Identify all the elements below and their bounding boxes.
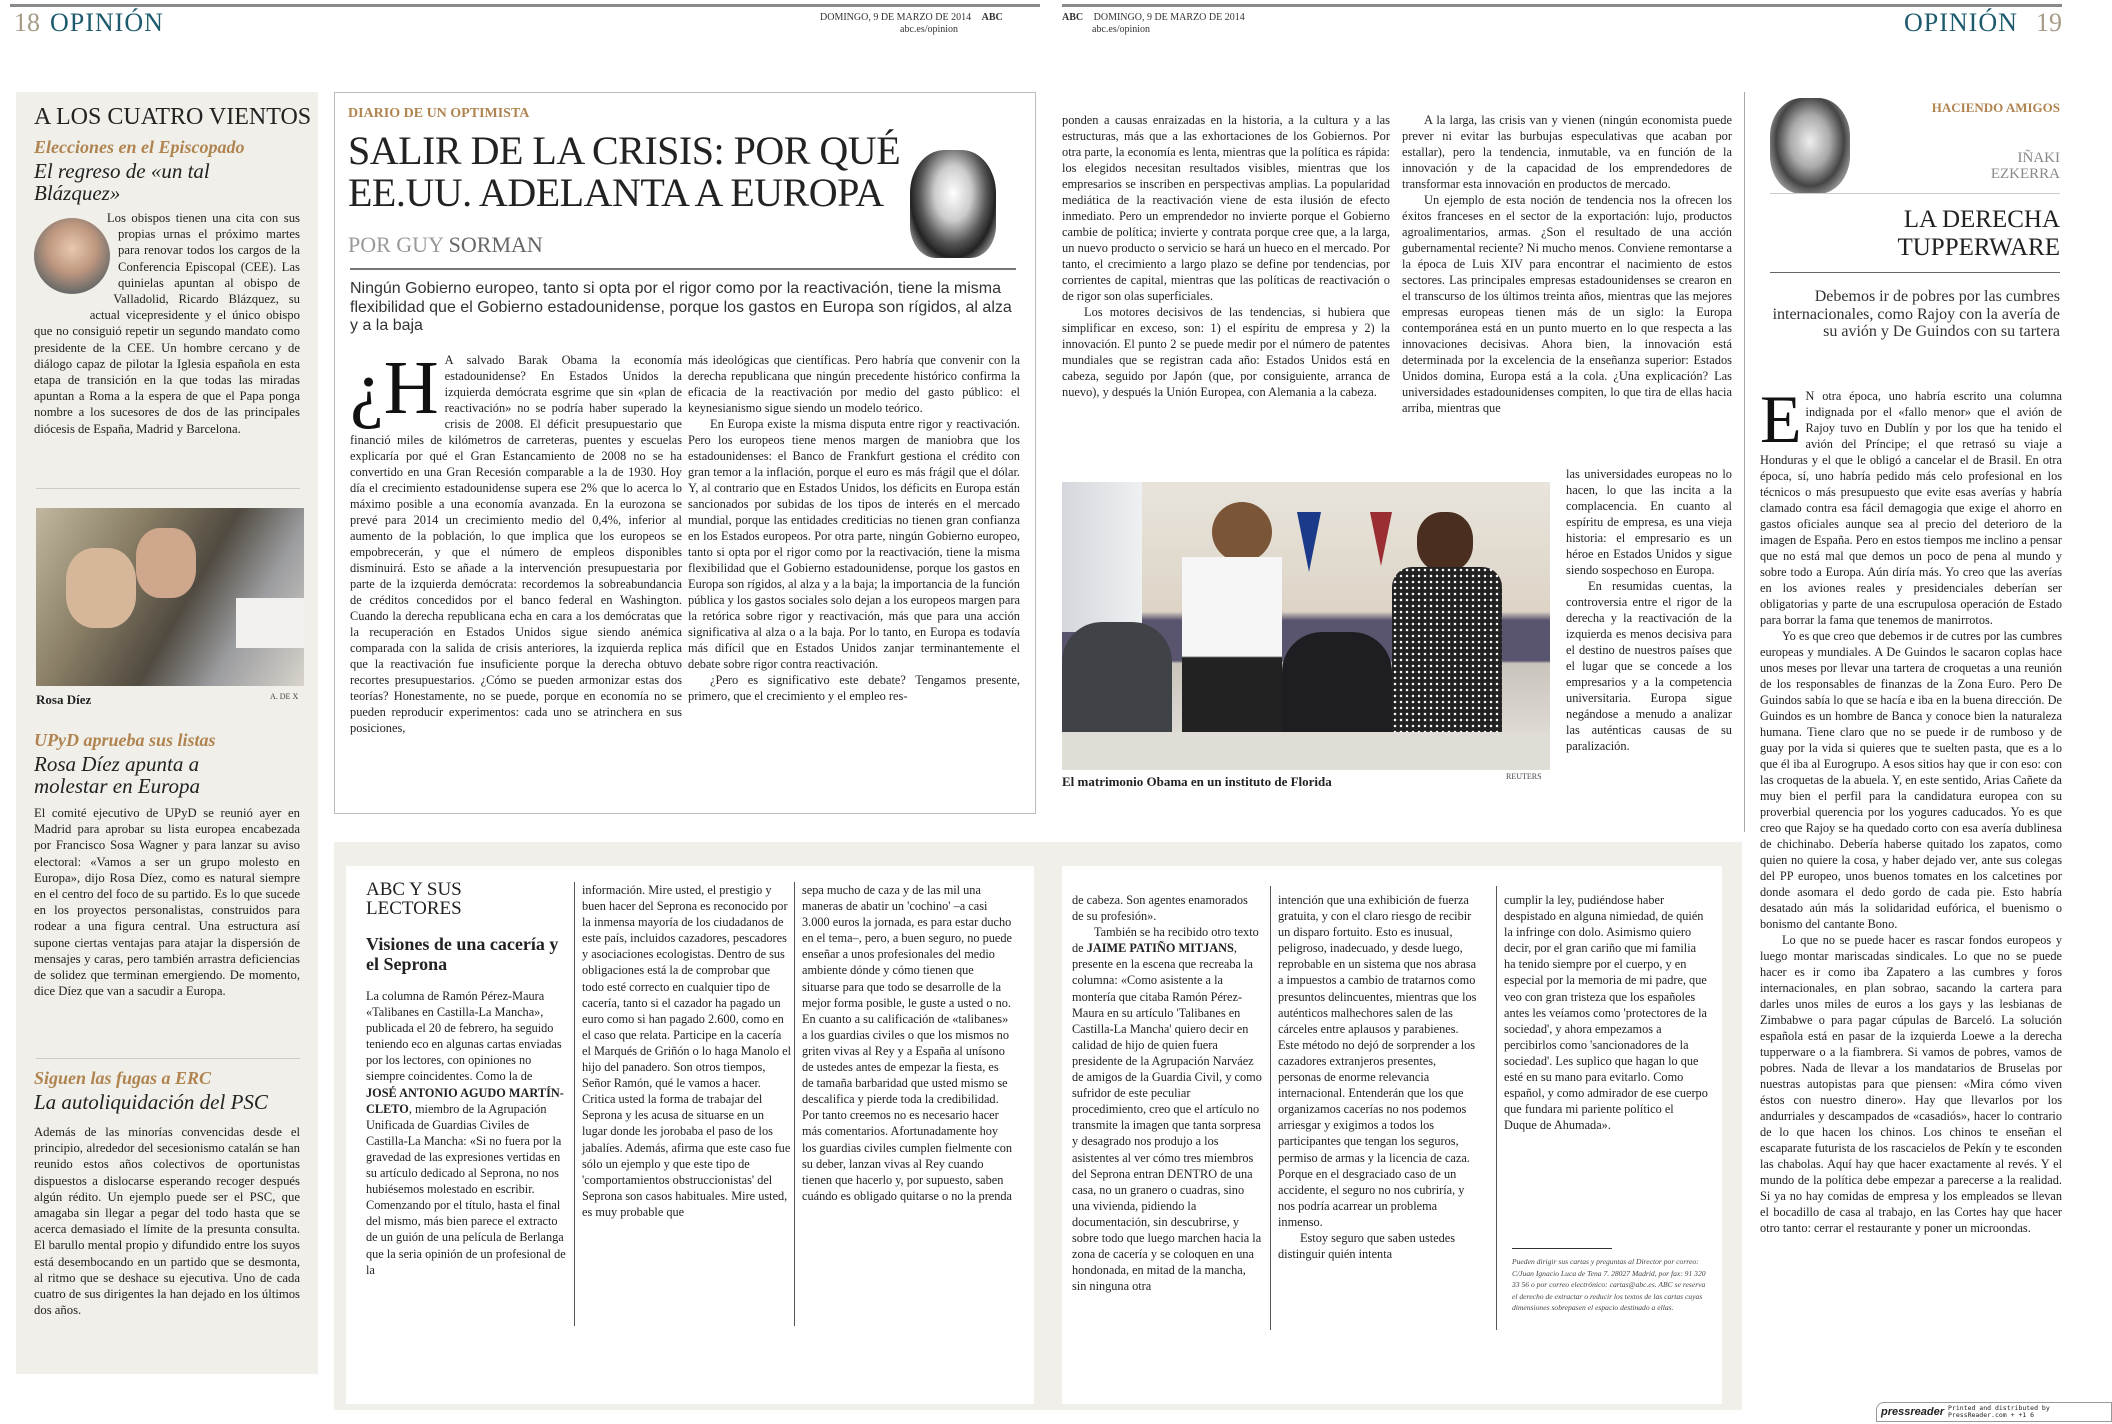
drop-cap: E	[1760, 381, 1802, 457]
ezkerra-body	[1760, 381, 2062, 1236]
drop-cap: ¿H	[350, 346, 439, 430]
lectores-col6: cumplir la ley, pudiéndose haber despistado en alguna nimiedad, de quién la infringe con dolo. Asimismo quiero decir, por el gran cariño que mi familia ha tenido siempre por el cuerpo, y en especial por la memoria de mi padre, que veo con gran tristeza que los españoles antes les veíamos como 'protectores de la sociedad', y ahora empezamos a percibirlos como 'sancionadores de la sociedad'. Les suplico que hagan lo que esté en su mano para evitarlo. Como español, y como admirador de ese cuerpo que fundara mi pariente político el Duque de Ahumada».	[1504, 893, 1708, 1133]
headline-sorman: SALIR DE LA CRISIS: POR QUÉ EE.UU. ADELANTA A EUROPA	[348, 128, 901, 215]
paragraph: ponden a causas enraizadas en la historia, a la cultura y a las estructuras, más que a las exhortaciones de los Gobiernos. Por otra parte, la economía es lenta, mientras que la política es rápida: los elegidos necesitan resultados visibles, mientras que los empresarios se inscriben en perspectivas amplias. La popularidad mediática de la reactivación viene de esta ilusión de efecto inmediato. Pero un emprendedor no invierte porque el Gobierno cambie de política; invierte y contrata porque cree que, a la larga, un nuevo producto o servicio se hará un hueco en el mercado. Por tanto, el crecimiento a largo plazo se define por tendencias, por corrientes de capital, mientras que las políticas de reactivación o de rigor son olas superficiales.	[1062, 113, 1390, 303]
lectores-col4	[1072, 892, 1262, 1294]
divider	[1770, 193, 2060, 194]
headline-rosa-diez: Rosa Díez apunta a molestar en Europa	[34, 752, 201, 798]
byline-name: SORMAN	[448, 232, 543, 257]
paragraph: N otra época, uno habría escrito una columna indignada por el «fallo menor» que el avión de Rajoy tuvo en Dublín y por los que ha tenido el avión del Príncipe; el que retrasó su viaje a Honduras y el que le obligó a cancelar el de Brasil. En otra época, sí, uno habría pedido más celo profesional en los técnicos o más presupuesto que evite esas averías y habría clamado contra esa fácil demagogia que exige el ahorro en gastos oficiales aunque sea al precio del deterioro de la imagen de España. Pero en estos tiempos me inclino a pensar que no está mal que demos un poco de pena al mundo y sobre todo a Europa. Aún diría más. Yo creo que las averías en los aviones reales y presidenciales deberían ser obligatorias y parte de una escrupulosa operación de Estado para borrar la fama que tenemos de manirrotos.	[1760, 389, 2062, 627]
subhead-ezkerra: Debemos ir de pobres por las cumbres internacionales, como Rajoy con la avería de su avión y De Guindos con su tartera	[1772, 288, 2060, 340]
kicker-upyd: UPyD aprueba sus listas	[34, 730, 216, 750]
sorman-col4-bottom	[1566, 466, 1732, 754]
sorman-col4	[1402, 112, 1732, 416]
kicker-episcopado: Elecciones en el Episcopado	[34, 137, 245, 157]
paragraph: En resumidas cuentas, la controversia entre el rigor de la derecha y la reactivación de la izquierda es menos decisiva para el destino de nuestros países que el lugar que se concede a los empresarios y a la competencia universitaria. Europa sigue negándose a menudo a analizar las auténticas causas de su paralización.	[1566, 579, 1732, 753]
photo-paper	[236, 598, 304, 648]
url-left[interactable]: abc.es/opinion	[900, 24, 959, 35]
byline-prefix: POR GUY	[348, 232, 444, 257]
lectores-text: , miembro de la Agrupación Unificada de Guardias Civiles de Castilla-La Mancha: «Si no fuera por la gravedad de las expresiones vertidas en su artículo dedicado al Seprona, no nos hubiésemos molestado en escribir. Comenzando por el título, hasta el final del mismo, más bien parece el extracto de un guión de una película de Berlanga que la seria opinión de un profesional de la	[366, 1101, 566, 1277]
body-blazquez	[34, 210, 300, 437]
sorman-portrait	[910, 150, 996, 258]
lectores-col3: sepa mucho de caza y de las mil una maneras de abatir un 'cochino' –a casi 3.000 euros la jornada, es para estar ducho en el tema–, pero, a buen seguro, no puede enseñar a unos profesionales del medio ambiente dónde y cómo tienen que situarse para que todo se desarrolle de la mejor forma posible, le guste a usted o no. En cuanto a su calificación de «talibanes» a los guardias civiles o que los mismos no griten vivas al Rey y a España al unísono de ustedes antes de empezar la fiesta, es de tamaña barbaridad que usted mismo se descalifica y pierde toda la credibilidad. Por tanto creemos no es necesario hacer más comentarios. Afortunadamente hoy los guardias civiles cumplen fielmente con su deber, lanzan vivas al Rey cuando tienen que hacerlo y, por supuesto, saben cuándo es obligado quitarse o no la prenda	[802, 883, 1013, 1203]
pressreader-badge[interactable]	[1876, 1402, 2112, 1422]
paragraph: En Europa existe la misma disputa entre rigor y reactivación. Pero los europeos tiene menos margen de maniobra que los estadounidenses: el Banco de Frankfurt gestiona el crédito con gran temor a la inflación, porque el euro es más frágil que el dólar. Y, al contrario que en Estados Unidos, los déficits en Europa están sancionados por subidas de los tipos de interés en el mercado mundial, porque las entidades crediticias no tienen gran confianza en los Estados europeos. Por otra parte, ningún Gobierno europeo, tanto si opta por el rigor como por la reactivación, tiene la misma flexibilidad que el Gobierno estadounidense, porque los gastos en Europa son rígidos, al alza y a la baja; la importancia de la función pública y los gastos sociales solo dejan a los europeos margen para la retórica sobre rigor y reactivación, más que para una acción significativa al alza o a la baja. Por lo tanto, en Europa es todavía más difícil que en Estados Unidos zanjar terminantemente el debate sobre rigor contra reactivación.	[688, 417, 1020, 671]
body-upyd: El comité ejecutivo de UPyD se reunió ayer en Madrid para aprobar su lista europea encabezada por Francisco Sosa Wagner y para lanzar su aviso electoral: «Vamos a ser un grupo molesto en Europa», dijo Rosa Díez, como es natural siempre en el centro del foco de su partido. Es lo que sucede en los proyectos personalistas, construidos para rodear a una figura central. Una estructura así supone ciertas ventajas para atajar la dispersión de mensajes y caras, pero también arrastra deficiencias de solidez que terminan emergiendo. De momento, dice Díez que van a sacudir a Europa.	[34, 806, 300, 999]
column-divider	[794, 882, 795, 1326]
sorman-col1-text: A salvado Barak Obama la economía estadounidense? En Estados Unidos la izquierda demócrata esgrime que sin «plan de reactivación» no se podría haber superado la crisis de 2008. El déficit presupuestario que financió miles de kilómetros de carreteras, puentes y escuelas explicaría por qué el Gran Estancamiento de 2008 no se ha convertido en una Gran Recesión comparable a la de 1930. Hoy día el crecimiento estadounidense supera ese 2% que lo acerca lo máximo posible a una economía avanzada. En la eurozona se prevé para 2014 un crecimiento medio del 0,4%, inferior al aumento de la población, lo que implica que los europeos se empobrecerán, y que el número de empleos disponibles disminuirá. Esto se añade a la intervención presupuestaria por parte de la izquierda demócrata: recordemos la sobreabundancia de créditos concedidos por el banco federal en Washington. Cuando la derecha republicana echa en cara a los demócratas que la recuperación en Estados Unidos sigue siendo anémica comparada con la salida de crisis anteriores, la izquierda replica que la reactivación fue insuficiente porque la derecha obtuvo recortes presupuestarios. ¿Cómo se pueden armonizar estas dos teorías? Honestamente, no se puede, porque en economía no se pueden reproducir experimentos: cada uno se atrinchera en sus posiciones,	[350, 353, 682, 735]
date-text: DOMINGO, 9 DE MARZO DE 2014	[820, 12, 972, 23]
page-number-right: 19	[2036, 8, 2062, 37]
brand: ABC	[981, 12, 1003, 23]
divider	[36, 1058, 300, 1059]
obama-photo	[1062, 482, 1550, 770]
headline-ezkerra: LA DERECHA TUPPERWARE	[1897, 206, 2060, 261]
pressreader-text: Printed and distributed by PressReader.com + +1 6	[1948, 1404, 2050, 1419]
photo-head	[1417, 512, 1473, 572]
rosa-diez-photo	[36, 508, 304, 686]
date-text: DOMINGO, 9 DE MARZO DE 2014	[1093, 12, 1245, 23]
lectores-col2: información. Mire usted, el prestigio y buen hacer del Seprona es reconocido por la inmensa mayoría de los ciudadanos de este país, incluidos cazadores, pescadores y asociaciones ecologistas. Dentro de sus obligaciones está la de comprobar que todo esté correcto en cualquier tipo de cacería, tanto si el cazador ha pagado un euro como si han pagado 2.600, como en el caso que relata. Participe en la cacería el Marqués de Griñón o lo haga Manolo el hijo del panadero. Son otros tiempos, Señor Ramón, qué le vamos a hacer. Critica usted la forma de trabajar del Seprona y les acusa de situarse en un lugar donde les jorobaba el paso de los jabalíes. Además, afirma que este caso fue sólo un ejemplo y que este tipo de 'comportamientos obstruccionistas' del Seprona son casos habituales. Mire usted, es muy probable que	[582, 883, 791, 1219]
portrait-wrap	[34, 210, 118, 314]
photo-figure-michelle	[1392, 567, 1502, 747]
paragraph: intención que una exhibición de fuerza gratuita, y con el claro riesgo de recibir un disparo fortuito. Esto es inusual, peligroso, inadecuado, y desde luego, reprobable en un sistema que nos abrasa a impuestos a cambio de tratarnos como presuntos delincuentes, mientras que los auténticos malhechores salen de las cárceles entre aplausos y parabienes. Este método no dejó de sorprender a los cazadores extranjeros presentes, personas de enorme relevancia internacional. Entenderán que los que organizamos cacerías no nos podemos arriesgar y exigimos a todos los participantes que tengan los seguros, permiso de armas y la licencia de caza. Porque en el desgraciado caso de un accidente, el seguro no nos cubriría, y nos podría acarrear un problema inmenso.	[1278, 893, 1477, 1229]
lectores-headline: Visiones de una cacería y el Seprona	[366, 934, 559, 974]
subhead-sorman: Ningún Gobierno europeo, tanto si opta por el rigor como por la reactivación, tiene la misma flexibilidad que el Gobierno estadounidense, porque los gastos en Europa son rígidos, al alza y a la baja	[350, 280, 1012, 334]
letter-author-patino: JAIME PATIÑO MITJANS	[1086, 941, 1234, 956]
photo-caption-obama: El matrimonio Obama en un instituto de Florida	[1062, 774, 1332, 789]
sidebar-title: A LOS CUATRO VIENTOS	[34, 104, 312, 130]
paragraph: más ideológicas que científicas. Pero habría que convenir con la derecha republicana que ningún precedente histórico confirma la eficacia de la reactivación por medio del gasto público: el keynesianismo sigue siendo un modelo teórico.	[688, 353, 1020, 415]
sorman-col1	[350, 346, 682, 736]
pressreader-logo: pressreader	[1881, 1406, 1944, 1418]
lectores-section-title: ABC Y SUS LECTORES	[366, 879, 462, 919]
column-name-ezkerra: HACIENDO AMIGOS	[1931, 100, 2060, 115]
column-divider	[574, 882, 575, 1326]
photo-caption-rosa: Rosa Díez	[36, 692, 92, 707]
footnote-rule	[1512, 1248, 1612, 1249]
section-title-left: OPINIÓN	[50, 8, 164, 37]
paragraph: Lo que no se puede hacer es rascar fondos europeos y luego montar mariscadas sindicales. Lo que no se puede hacer es ir como iba Zapatero a las cumbres y foros internacionales, en plan sobrao, sacando la cartera para darles unos miles de euros a los gays y las lesbianas de Zimbabwe o para pagar cúpulas de Barceló. La solución española está en pasar de la izquierda Loewe a la derecha tupperware o a la fiambrera. Si vamos de pobres, vamos de pobres. Nada de llevar a los mandatarios de Bruselas por nuestras autopistas para que piensen: «Mira cómo viven éstos con nuestro dinero». Hay que llevarlos por los andurriales y descampados de «casadiós», hacer lo contrario de lo que hacen los chinos. Los chinos te enseñan el escaparate futurista de los rascacielos de Pekín y te esconden las chabolas. Aquí hay que hacer exactamente al revés. Y el mundo de la política debe empezar a parecerse a la realidad. Si ya no hay comidas de empresa y los empleados se llevan el bocadillo de casa al trabajo, en las Cortes hay que hacer otro tanto: cerrar el restaurante y poner un microondas.	[1760, 933, 2062, 1235]
column-divider	[1270, 886, 1271, 1330]
photo-window	[1062, 482, 1142, 632]
brand: ABC	[1062, 12, 1084, 23]
column-divider	[1496, 886, 1497, 1330]
photo-credit-obama: REUTERS	[1506, 772, 1542, 781]
author-first: IÑAKI	[2017, 150, 2060, 166]
author-ezkerra	[1900, 150, 2060, 182]
date-right	[1062, 12, 1245, 24]
letters-footnote: Pueden dirigir sus cartas y preguntas al Director por correo: C/Juan Ignacio Luca de Tena 7. 28027 Madrid, por fax: 91 320 33 56 o por correo electrónico: cartas@abc.es. ABC se reserva el derecho de extractar o reducir los textos de las cartas cuyas dimensiones sobrepasen el espacio destinado a ellas.	[1512, 1257, 1706, 1313]
paragraph: las universidades europeas no lo hacen, lo que las incita a la complacencia. En cuanto al espíritu de empresa, es una vieja historia: el empresario es un héroe en Estados Unidos y sigue siendo sospechoso en Europa.	[1566, 467, 1732, 577]
author-last: EZKERRA	[1990, 166, 2060, 182]
paragraph: Estoy seguro que saben ustedes distinguir quién intenta	[1278, 1230, 1456, 1262]
page-number-left: 18	[14, 8, 40, 37]
header-rule-left	[10, 4, 1040, 7]
headline-psc: La autoliquidación del PSC	[34, 1090, 268, 1114]
headline-blazquez: El regreso de «un tal Blázquez»	[34, 159, 210, 205]
photo-figure	[66, 548, 136, 628]
lectores-col1	[366, 988, 566, 1278]
photo-figure	[136, 528, 196, 598]
sorman-col2	[688, 352, 1020, 704]
section-title-right: OPINIÓN	[1904, 8, 2018, 37]
lectores-text: La columna de Ramón Pérez-Maura «Talibanes en Castilla-La Mancha», publicada el 20 de febrero, ha seguido teniendo eco en algunas cartas enviadas por los lectores, con opiniones no siempre coincidentes. Como la de	[366, 989, 562, 1084]
column-divider	[1744, 92, 1745, 832]
paragraph: de cabeza. Son agentes enamorados de su profesión».	[1072, 893, 1248, 924]
date-left	[820, 12, 1003, 24]
byline-sorman	[348, 232, 543, 258]
photo-credit-rosa: A. DE X	[270, 692, 299, 701]
body-psc: Además de las minorías convencidas desde el principio, alrededor del secesionismo catalán se han reunido estos años colectivos de oportunistas dispuestos a dislocarse esperando recoger después algún rédito. Un ejemplo puede ser el PSC, que amagaba sin llegar a pegar del todo hasta que se acerca demasiado el límite de la presunta consulta. El barullo mental propio y difundido entre los suyos está desembocando en un partido que se desmonta, al ritmo que se deshace su ejecutiva. Uno de cada cuatro de sus dirigentes la han dejado en los últimos dos años.	[34, 1125, 300, 1318]
paragraph: Los motores decisivos de las tendencias, si hubiera que simplificar en exceso, son: 1) el espíritu de empresa y 2) la innovación. El punto 2 se puede medir por el número de patentes mundiales que se registran cada año: Estados Unidos está en cabeza, seguido por Japón (que, por consiguiente, arranca de nuevo), y después la Unión Europea, con Alemania a la cabeza.	[1062, 305, 1390, 399]
headline-rule	[350, 268, 1016, 270]
divider	[36, 488, 300, 489]
paragraph: A la larga, las crisis van y vienen (ningún economista puede prever ni evitar las burbujas especulativas que acaban por estallar), pero la tendencia, inmutable, va en función de la innovación y de la capacidad de los emprendedores de transformar esta innovación en productos de mercado.	[1402, 113, 1732, 191]
photo-figure-student	[1282, 632, 1392, 742]
paragraph: También se ha recibido otro texto de JAIME PATIÑO MITJANS, presente en la escena que recreaba la columna: «Como asistente a la montería que citaba Ramón Pérez-Maura en su artículo 'Talibanes en Castilla-La Mancha' quiero decir en calidad de hijo de quien fuera presidente de la Agrupación Narváez de amigos de la Guardia Civil, y como sufridor de este peculiar procedimiento, creo que el artículo no transmite la imagen que tanta sorpresa y desagrado nos produjo a los asistentes al ver cómo tres miembros del Seprona entran DENTRO de una casa, no un granero o cuadras, sino una vivienda, pidiendo la documentación, sin descubrirse, y sobre todo que luego marchen hacia la zona de cacería y se coloquen en una hondonada, en mitad de la mancha, sin ninguna otra	[1072, 925, 1262, 1294]
lectores-col5	[1278, 892, 1478, 1262]
kicker-erc: Siguen las fugas a ERC	[34, 1068, 212, 1088]
photo-figure-obama	[1182, 557, 1282, 737]
sorman-col3	[1062, 112, 1390, 400]
header-rule-right	[1062, 4, 2062, 7]
paragraph: Yo es que creo que debemos ir de cutres por las cumbres europeas y mundiales. A De Guindos le sacaron coplas hace unos meses por llevar una tartera de croquetas a una reunión de los responsables de finanzas de la Zona Euro. Pero De Guindos sabía lo que se hacía e iba en la buena dirección. De Guindos es un hombre de Banca y conoce bien la naturaleza humana. Tiene claro que no se puede ir de rumboso y de guay por la vida si quieres que te suelten pasta, que es a lo que él iba al Eurogrupo. A esos sitios hay que ir con eso: con las croquetas de la abuela. Y, en este sentido, Arias Cañete da muy bien el perfil para la candidatura europea con su proverbial querencia por los yogures caducados. Yo es que creo que Rajoy se ha quedado corto con esa avería dublinesa de chichinabo. Debería haberse quitado los zapatos, como quien no quiere la cosa, y haber dejado ver, ante sus colegas del PP europeo, unos buenos tomates en los calcetines por donde asomara el dedo gordo de cada pie. Esto habría desatado aún más la solidaridad eufórica, el buenismo o bonismo del cantante Bono.	[1760, 629, 2062, 931]
photo-pennant	[1297, 512, 1321, 572]
headline-rule	[1770, 272, 2060, 273]
body-blazquez-text: Los obispos tienen una cita con sus propias urnas el próximo martes para renovar todos los cargos de la Conferencia Episcopal (CEE). Las quinielas apuntan al obispo de Valladolid, Ricardo Blázquez, su actual vicepresidente y el único obispo que no consiguió repetir un segundo mandato como presidente de la CEE. Un hombre cercano y de diálogo capaz de pilotar la Iglesia española en esta etapa de transición en la que todas las miradas apuntan a Roma a la espera de que el Papa ponga nombre a los sucesores de dos de las principales diócesis de España, Madrid y Barcelona.	[34, 211, 300, 436]
paragraph: ¿Pero es significativo este debate? Tengamos presente, primero, que el crecimiento y el empleo res-	[688, 673, 1020, 703]
column-name-sorman: DIARIO DE UN OPTIMISTA	[348, 106, 530, 121]
ezkerra-portrait	[1770, 98, 1850, 194]
url-right[interactable]: abc.es/opinion	[1092, 24, 1151, 35]
paragraph: Un ejemplo de esta noción de tendencia nos la ofrecen los éxitos franceses en el sector de la exportación: lujo, productos agroalimentarios, armas. ¿Son el resultado de una acción gubernamental reciente? Ni mucho menos. Conviene remontarse a la época de Luis XIV para encontrar el nacimiento de estos sectores. Las principales empresas estadounidenses se crearon en el transcurso de los últimos treinta años, mientras que las mejores empresas europeas tienen más de un siglo: la Europa contemporánea está en un punto muerto en lo que respecta a las innovaciones decisivas. Ahora bien, la innovación está determinada por la excelencia de la enseñanza superior: Estados Unidos domina, Europa está a la cola. ¿Una explicación? Las universidades estadounidenses compiten, lo que tira de ellas hacia arriba, mientras que	[1402, 193, 1732, 415]
photo-head	[1212, 502, 1272, 562]
photo-table	[1062, 732, 1550, 770]
photo-pennant	[1370, 512, 1392, 566]
letter-author-agudo: JOSÉ ANTONIO AGUDO MARTÍN-CLETO	[366, 1085, 564, 1116]
